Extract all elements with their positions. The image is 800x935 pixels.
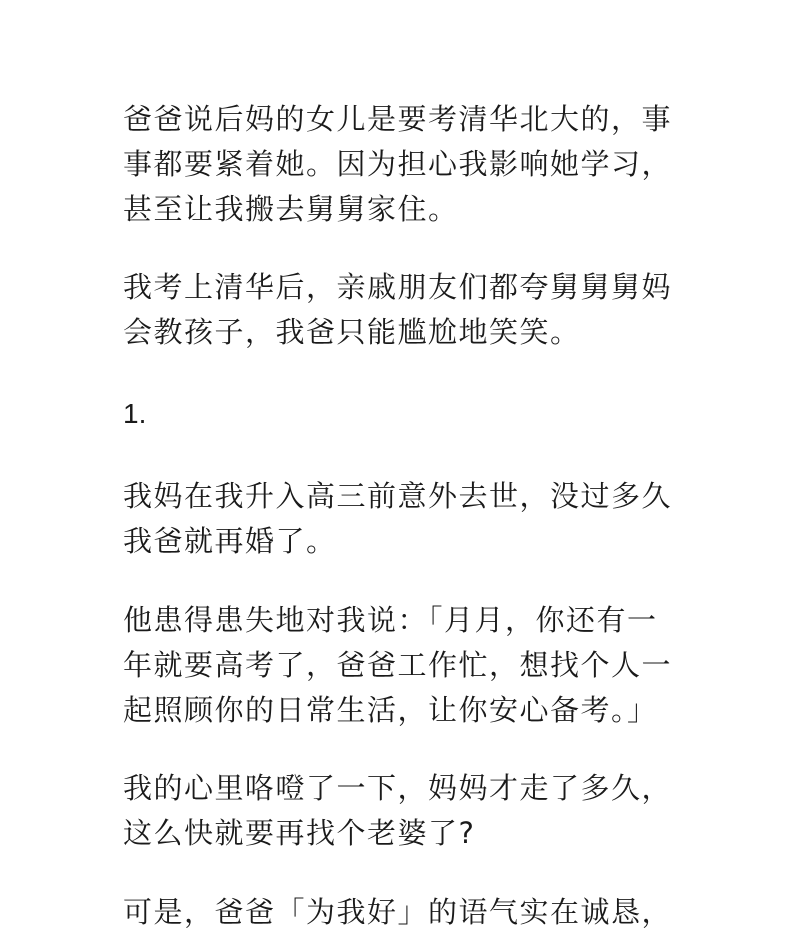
- paragraph-line: 会教孩子，我爸只能尴尬地笑笑。: [123, 315, 581, 349]
- paragraph-line: 爸爸说后妈的女儿是要考清华北大的，事: [123, 102, 673, 136]
- paragraph-5: [123, 766, 683, 856]
- section-number: 1.: [123, 398, 147, 429]
- paragraph-line: 这么快就要再找个老婆了?: [123, 816, 476, 850]
- paragraph-4: [123, 598, 683, 733]
- paragraph-1: [123, 97, 683, 232]
- paragraph-line: 我爸就再婚了。: [123, 524, 337, 558]
- paragraph-line: 我的心里咯噔了一下，妈妈才走了多久，: [123, 771, 673, 805]
- paragraph-line: 事都要紧着她。因为担心我影响她学习，: [123, 147, 673, 181]
- paragraph-line: 可是，爸爸「为我好」的语气实在诚恳，: [123, 895, 673, 929]
- paragraph-line: 我妈在我升入高三前意外去世，没过多久: [123, 479, 673, 513]
- paragraph-line: 他患得患失地对我说：「月月，你还有一: [123, 603, 658, 637]
- paragraph-line: 甚至让我搬去舅舅家住。: [123, 192, 459, 226]
- paragraph-3: [123, 474, 683, 564]
- paragraph-line: 年就要高考了，爸爸工作忙，想找个人一: [123, 648, 673, 682]
- paragraph-6-partial: [123, 890, 683, 935]
- paragraph-line: 我考上清华后，亲戚朋友们都夸舅舅舅妈: [123, 270, 673, 304]
- paragraph-2: [123, 265, 683, 355]
- paragraph-line: 起照顾你的日常生活，让你安心备考。」: [123, 693, 658, 727]
